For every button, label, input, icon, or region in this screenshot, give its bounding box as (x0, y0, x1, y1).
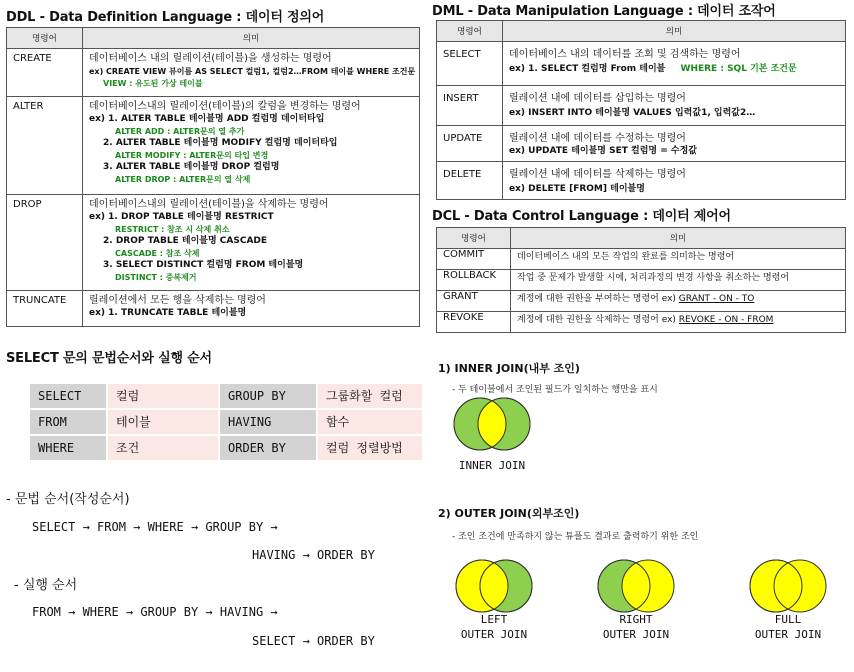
dml-table (436, 20, 846, 200)
grid-key-from: FROM (30, 410, 106, 434)
ddl-row-drop (7, 195, 420, 291)
grid-val-having: 함수 (318, 410, 422, 434)
ddl-alter-ex2: 2. ALTER TABLE 테이블명 MODIFY 컬럼명 데이터타입 (103, 138, 338, 148)
dml-title: DML - Data Manipulation Language : 데이터 조작어 (432, 4, 776, 19)
ddl-drop-cmd: DROP (7, 195, 83, 291)
ddl-alter-note3: ALTER DROP : ALTER문의 열 삭제 (115, 175, 251, 184)
ddl-row-alter (7, 97, 420, 195)
grid-key-orderby: ORDER BY (220, 436, 316, 460)
right-outer-join-label1: RIGHT (619, 613, 653, 626)
ddl-drop-note2: CASCADE : 참조 삭제 (115, 249, 200, 258)
full-join-right-circle (774, 560, 826, 612)
outer-join-desc: - 조인 조건에 만족하지 않는 튜플도 결과로 출력하기 위한 조인 (452, 532, 699, 542)
dcl-table (436, 227, 846, 333)
select-clause-grid (30, 384, 422, 462)
ddl-create-ex: ex) CREATE VIEW 뷰이름 AS SELECT 컬럼1, 컬럼2…FROM 테이블 WHERE 조건문 (89, 67, 416, 76)
ddl-alter-note1: ALTER ADD : ALTER문의 열 추가 (115, 127, 245, 136)
dml-delete-cmd: DELETE (437, 162, 503, 200)
dcl-rollback-cmd: ROLLBACK (437, 270, 511, 291)
dml-select-ex: ex) 1. SELECT 컬럼명 From 테이블 (509, 64, 666, 74)
grid-val-from: 테이블 (108, 410, 218, 434)
inner-join-title: 1) INNER JOIN(내부 조인) (438, 362, 580, 375)
ddl-truncate-cmd: TRUNCATE (7, 291, 83, 327)
ddl-drop-ex3: 3. SELECT DISTINCT 컬럼명 FROM 테이블명 (103, 260, 304, 270)
left-outer-join-label2: OUTER JOIN (460, 628, 528, 641)
dcl-row-rollback (437, 270, 846, 291)
ddl-drop-note3: DISTINCT : 중복제거 (115, 273, 197, 282)
dml-update-desc: 릴레이션 내에 데이터를 수정하는 명령어 (509, 133, 686, 144)
dml-select-note: WHERE : SQL 기본 조건문 (680, 64, 797, 74)
dml-header-meaning: 의미 (503, 21, 846, 42)
syntax-order-line1: SELECT → FROM → WHERE → GROUP BY → (32, 520, 278, 534)
outer-join-title: 2) OUTER JOIN(외부조인) (438, 507, 580, 520)
ddl-row-truncate (7, 291, 420, 327)
grid-val-groupby: 그룹화할 컬럼 (318, 384, 422, 408)
inner-join-desc: - 두 테이블에서 조인된 필드가 일치하는 행만을 표시 (452, 385, 658, 395)
grid-val-where: 조건 (108, 436, 218, 460)
right-outer-join-diagram (596, 558, 676, 616)
select-order-title: SELECT 문의 문법순서와 실행 순서 (6, 351, 212, 366)
dcl-commit-cmd: COMMIT (437, 249, 511, 270)
dcl-grant-cmd: GRANT (437, 291, 511, 312)
dml-select-cmd: SELECT (437, 42, 503, 86)
ddl-alter-ex3: 3. ALTER TABLE 테이블명 DROP 컬럼명 (103, 162, 280, 172)
right-outer-join-label2: OUTER JOIN (602, 628, 670, 641)
dml-row-insert (437, 86, 846, 126)
grid-key-having: HAVING (220, 410, 316, 434)
full-outer-join-diagram (748, 558, 828, 616)
dcl-row-grant (437, 291, 846, 312)
dml-select-desc: 데이터베이스 내의 데이터를 조회 및 검색하는 명령어 (509, 49, 741, 60)
dml-insert-cmd: INSERT (437, 86, 503, 126)
dcl-header-cmd: 명령어 (437, 228, 511, 249)
dml-delete-desc: 릴레이션 내에 데이터를 삭제하는 명령어 (509, 169, 686, 180)
dcl-revoke-desc: 계정에 대한 권한을 삭제하는 명령어 ex) (517, 315, 679, 325)
exec-order-line1: FROM → WHERE → GROUP BY → HAVING → (32, 605, 278, 619)
right-join-right-circle (622, 560, 674, 612)
dml-row-delete (437, 162, 846, 200)
ddl-table (6, 27, 420, 327)
full-outer-join-label1: FULL (774, 613, 802, 626)
ddl-drop-ex1: ex) 1. DROP TABLE 테이블명 RESTRICT (89, 212, 274, 222)
exec-order-title: - 실행 순서 (14, 578, 78, 593)
left-outer-join-label1: LEFT (480, 613, 508, 626)
grid-key-where: WHERE (30, 436, 106, 460)
dml-row-select (437, 42, 846, 86)
grid-key-groupby: GROUP BY (220, 384, 316, 408)
left-outer-join-diagram (454, 558, 534, 616)
dcl-title: DCL - Data Control Language : 데이터 제어어 (432, 209, 731, 224)
ddl-alter-cmd: ALTER (7, 97, 83, 195)
dcl-grant-desc: 계정에 대한 권한을 부여하는 명령어 ex) (517, 294, 679, 304)
ddl-create-cmd: CREATE (7, 49, 83, 97)
ddl-row-create (7, 49, 420, 97)
dcl-row-revoke (437, 312, 846, 333)
dcl-header-meaning: 의미 (511, 228, 846, 249)
grid-key-select: SELECT (30, 384, 106, 408)
dcl-rollback-desc: 작업 중 문제가 발생할 시에, 처리과정의 변경 사항을 취소하는 명령어 (511, 270, 846, 291)
dcl-grant-syntax: GRANT - ON - TO (678, 294, 755, 304)
ddl-title: DDL - Data Definition Language : 데이터 정의어 (6, 10, 325, 25)
ddl-alter-note2: ALTER MODIFY : ALTER문의 타입 변경 (115, 151, 269, 160)
ddl-drop-note1: RESTRICT : 참조 시 삭제 취소 (115, 225, 230, 234)
dcl-revoke-cmd: REVOKE (437, 312, 511, 333)
dcl-row-commit (437, 249, 846, 270)
dcl-commit-desc: 데이터베이스 내의 모든 작업의 완료를 의미하는 명령어 (511, 249, 846, 270)
dml-update-cmd: UPDATE (437, 126, 503, 162)
dml-insert-ex: ex) INSERT INTO 테이블명 VALUES 입력값1, 입력값2… (509, 108, 756, 118)
full-outer-join-label2: OUTER JOIN (754, 628, 822, 641)
ddl-create-desc: 데이터베이스 내의 릴레이션(테이블)을 생성하는 명령어 (89, 53, 332, 64)
syntax-order-title: - 문법 순서(작성순서) (6, 492, 130, 507)
inner-join-label: INNER JOIN (458, 459, 526, 472)
dml-row-update (437, 126, 846, 162)
ddl-alter-desc: 데이터베이스내의 릴레이션(테이블)의 칼럼을 변경하는 명령어 (89, 101, 361, 112)
ddl-header-meaning: 의미 (83, 28, 420, 49)
ddl-create-note: VIEW : 유도된 가상 테이블 (103, 79, 203, 88)
ddl-header-cmd: 명령어 (7, 28, 83, 49)
dml-header-cmd: 명령어 (437, 21, 503, 42)
grid-val-orderby: 컬럼 정렬방법 (318, 436, 422, 460)
ddl-drop-ex2: 2. DROP TABLE 테이블명 CASCADE (103, 236, 268, 246)
inner-join-diagram (452, 396, 532, 454)
ddl-truncate-ex: ex) 1. TRUNCATE TABLE 테이블명 (89, 308, 247, 318)
grid-val-select: 컬럼 (108, 384, 218, 408)
syntax-order-line2: HAVING → ORDER BY (252, 548, 375, 562)
ddl-alter-ex1: ex) 1. ALTER TABLE 테이블명 ADD 컬럼명 데이터타입 (89, 114, 325, 124)
ddl-drop-desc: 데이터베이스내의 릴레이션(테이블)을 삭제하는 명령어 (89, 199, 329, 210)
dml-update-ex: ex) UPDATE 테이블명 SET 컬럼명 = 수정값 (509, 146, 698, 156)
dml-delete-ex: ex) DELETE [FROM] 테이블명 (509, 184, 645, 194)
exec-order-line2: SELECT → ORDER BY (252, 634, 375, 648)
ddl-truncate-desc: 릴레이션에서 모든 행을 삭제하는 명령어 (89, 295, 266, 306)
dml-insert-desc: 릴레이션 내에 데이터를 삽입하는 명령어 (509, 93, 686, 104)
dcl-revoke-syntax: REVOKE - ON - FROM (678, 315, 774, 325)
